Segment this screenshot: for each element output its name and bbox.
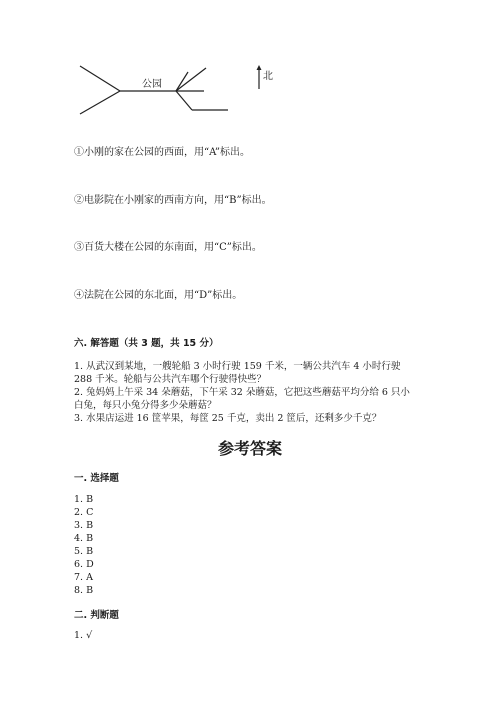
list-item: 6. D [74, 559, 94, 570]
problem-1-line-2: 288 千米。轮船与公共汽车哪个行驶得快些？ [74, 374, 267, 385]
list-item: 8. B [74, 585, 94, 596]
problem-2-line-2: 白兔，每只小兔分得多少朵蘑菇？ [74, 400, 217, 411]
answers-section-2-title: 二. 判断题 [74, 610, 119, 621]
judge-answer-1: 1. √ [74, 630, 93, 641]
question-1: ①小刚的家在公园的西面，用“A”标出。 [74, 147, 250, 158]
question-4: ④法院在公园的东北面，用“D”标出。 [74, 290, 243, 301]
list-item: 3. B [74, 520, 94, 531]
list-item: 1. B [74, 494, 94, 505]
answers-section-1-title: 一. 选择题 [74, 473, 119, 484]
section-6-title: 六. 解答题（共 3 题，共 15 分） [74, 338, 219, 349]
problem-2-line-1: 2. 兔妈妈上午采 34 朵蘑菇，下午采 32 朵蘑菇，它把这些蘑菇平均分给 6 只小 [74, 387, 410, 398]
park-label: 公园 [142, 79, 162, 90]
problem-1-line-1: 1. 从武汉到某地，一艘轮船 3 小时行驶 159 千米，一辆公共汽车 4 小时行驶 [74, 361, 401, 372]
choice-answer-list [74, 493, 94, 597]
question-2: ②电影院在小刚家的西南方向，用“B”标出。 [74, 195, 272, 206]
list-item: 4. B [74, 533, 94, 544]
north-label: 北 [263, 71, 273, 82]
list-item: 5. B [74, 546, 94, 557]
problem-3: 3. 水果店运进 16 筐苹果，每筐 25 千克，卖出 2 筐后，还剩多少千克？ [74, 413, 382, 424]
answers-title: 参考答案 [217, 439, 282, 458]
list-item: 7. A [74, 572, 93, 583]
list-item: 2. C [74, 507, 94, 518]
question-3: ③百货大楼在公园的东南面，用“C”标出。 [74, 242, 262, 253]
